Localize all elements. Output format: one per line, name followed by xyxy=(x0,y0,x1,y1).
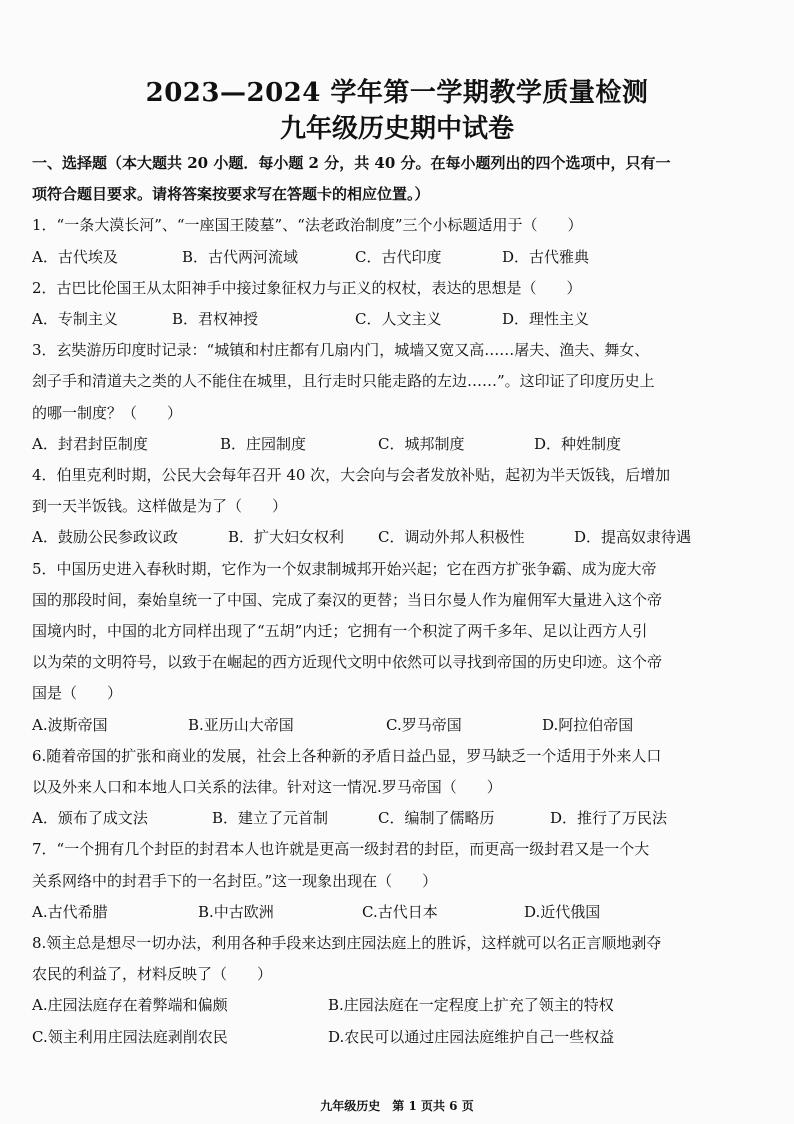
question-text: 3．玄奘游历印度时记录：“城镇和村庄都有几扇内门，城墙又宽又高……屠夫、渔夫、舞女、 xyxy=(32,341,650,360)
option-d[interactable]: D.农民可以通过庄园法庭维护自己一些权益 xyxy=(328,1027,615,1046)
option-b[interactable]: B．君权神授 xyxy=(172,310,259,328)
question-text: 国的那段时间，秦始皇统一了中国、完成了秦汉的更替；当日尔曼人作为雇佣军大量进入这个帝 xyxy=(32,590,663,609)
question-options xyxy=(32,429,772,460)
question-text: 4．伯里克利时期，公民大会每年召开 40 次，大会向与会者发放补贴，起初为半天饭钱，后增加 xyxy=(32,465,671,484)
option-c[interactable]: C.罗马帝国 xyxy=(386,715,462,734)
option-d[interactable]: D．古代雅典 xyxy=(502,247,590,266)
option-b[interactable]: B.庄园法庭在一定程度上扩充了领主的特权 xyxy=(328,996,614,1015)
section-instructions-line: 一、选择题（本大题共 20 小题．每小题 2 分，共 40 分。在每小题列出的四个选项中，只有一 xyxy=(32,154,671,172)
question-text: 国是（ ） xyxy=(32,684,123,703)
question-text: 8.领主总是想尽一切办法，利用各种手段来达到庄园法庭上的胜诉，这样就可以名正言顺地剥夺 xyxy=(32,933,662,952)
option-c[interactable]: C．人文主义 xyxy=(355,310,442,328)
question-options xyxy=(32,522,772,553)
exam-subtitle: 九年级历史期中试卷 xyxy=(279,114,514,144)
page-footer: 九年级历史 第 1 页共 6 页 xyxy=(320,1099,474,1113)
option-c[interactable]: C．编制了儒略历 xyxy=(378,809,495,828)
option-a[interactable]: A．专制主义 xyxy=(32,310,118,328)
question-text: 农民的利益了，材料反映了（ ） xyxy=(32,965,273,984)
option-d[interactable]: D．推行了万民法 xyxy=(550,809,668,828)
question-options xyxy=(32,242,772,273)
question-text: 关系网络中的封君手下的一名封臣。”这一现象出现在（ ） xyxy=(32,871,438,890)
question-text: 1．“一条大漠长河”、“一座国王陵墓”、“法老政治制度”三个小标题适用于（ ） xyxy=(32,216,583,235)
option-c[interactable]: C.领主利用庄园法庭剥削农民 xyxy=(32,1027,228,1046)
option-c[interactable]: C．调动外邦人积极性 xyxy=(378,528,525,547)
option-a[interactable]: A.波斯帝国 xyxy=(32,715,108,734)
option-b[interactable]: B．建立了元首制 xyxy=(212,809,329,828)
option-b[interactable]: B．扩大妇女权利 xyxy=(228,528,345,547)
option-a[interactable]: A．鼓励公民参政议政 xyxy=(32,528,178,547)
question-text: 国境内时，中国的北方同样出现了“五胡”内迁；它拥有一个积淀了两千多年、足以让西方人引 xyxy=(32,621,648,640)
option-d[interactable]: D．种姓制度 xyxy=(534,434,622,453)
option-c[interactable]: C．城邦制度 xyxy=(378,434,465,453)
question-options xyxy=(32,990,772,1021)
exam-content xyxy=(32,148,772,1053)
option-c[interactable]: C.古代日本 xyxy=(362,902,438,921)
option-d[interactable]: D．提高奴隶待遇 xyxy=(574,528,692,547)
question-text: 7．“一个拥有几个封臣的封君本人也许就是更高一级封君的封臣，而更高一级封君又是一个大 xyxy=(32,840,650,859)
question-options xyxy=(32,710,772,741)
question-text: 5．中国历史进入春秋时期，它作为一个奴隶制城邦开始兴起；它在西方扩张争霸、成为庞大帝 xyxy=(32,559,657,578)
question-options xyxy=(32,304,772,335)
option-c[interactable]: C．古代印度 xyxy=(355,247,442,266)
option-b[interactable]: B.中古欧洲 xyxy=(198,902,274,921)
question-text: 以为荣的文明符号，以致于在崛起的西方近现代文明中依然可以寻找到帝国的历史印迹。这个帝 xyxy=(32,653,663,672)
option-a[interactable]: A．颁布了成文法 xyxy=(32,809,148,828)
option-a[interactable]: A.古代希腊 xyxy=(32,902,108,921)
question-text: 的哪一制度？（ ） xyxy=(32,403,183,422)
section-instructions-line: 项符合题目要求。请将答案按要求写在答题卡的相应位置。） xyxy=(32,185,430,204)
option-a[interactable]: A．封君封臣制度 xyxy=(32,434,148,453)
option-d[interactable]: D.阿拉伯帝国 xyxy=(542,715,634,734)
question-options xyxy=(32,803,772,834)
question-options xyxy=(32,897,772,928)
option-b[interactable]: B．古代两河流域 xyxy=(182,247,299,266)
option-a[interactable]: A．古代埃及 xyxy=(32,247,118,266)
question-options xyxy=(32,1022,772,1053)
option-d[interactable]: D．理性主义 xyxy=(502,310,590,328)
question-text: 刽子手和清道夫之类的人不能住在城里，且行走时只能走路的左边……”。这印证了印度历史上 xyxy=(32,372,655,391)
question-text: 2．古巴比伦国王从太阳神手中接过象征权力与正义的权杖，表达的思想是（ ） xyxy=(32,278,582,297)
option-a[interactable]: A.庄园法庭存在着弊端和偏颇 xyxy=(32,996,228,1015)
option-b[interactable]: B.亚历山大帝国 xyxy=(188,715,294,734)
exam-title: 2023—2024 学年第一学期教学质量检测 xyxy=(145,78,649,108)
question-text: 到一天半饭钱。这样做是为了（ ） xyxy=(32,497,288,516)
question-text: 6.随着帝国的扩张和商业的发展，社会上各种新的矛盾日益凸显，罗马缺乏一个适用于外来人口 xyxy=(32,746,662,765)
question-text: 以及外来人口和本地人口关系的法律。针对这一情况.罗马帝国（ ） xyxy=(32,777,502,796)
option-b[interactable]: B．庄园制度 xyxy=(220,434,307,453)
option-d[interactable]: D.近代俄国 xyxy=(524,902,601,921)
